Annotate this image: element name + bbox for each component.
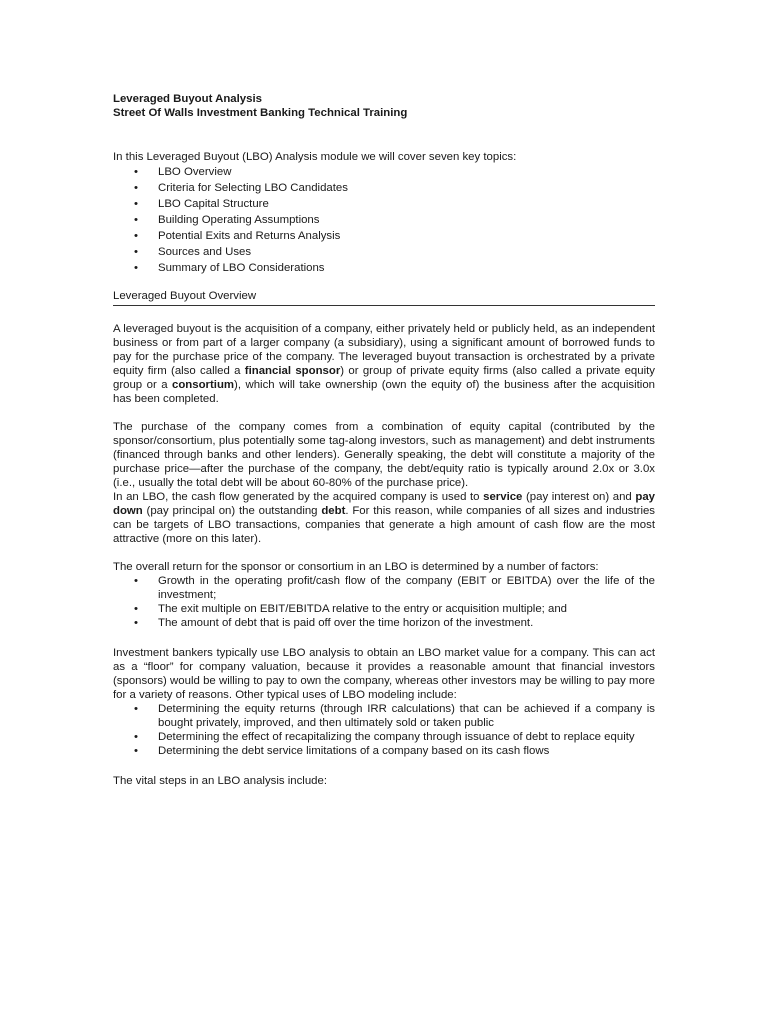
factor-item <box>113 602 655 616</box>
paragraph-text: (pay principal on) the outstanding <box>142 505 322 517</box>
paragraph-text: ) or group of private equity firms (also called a private equity group or a <box>113 365 655 391</box>
valuation-paragraph: Investment bankers typically use LBO analysis to obtain an LBO market value for a company. This can act as a “floor” for company valuation, because it provides a reasonable amount that financial investors (sponsors) would be willing to pay to own the company, whereas other investors may be willing to pay more for a variety of reasons. Other typical uses of LBO modeling include: <box>113 647 655 701</box>
paragraph-text: A leveraged buyout is the acquisition of a company, either privately held or publicly held, as an independent business or from part of a larger company (a subsidiary), using a significant amount of borrowed funds to pay for the purchase price of the company. The leveraged buyout transaction is orchestrated by a private equity firm (also called a <box>113 323 655 377</box>
topic-label: Potential Exits and Returns Analysis <box>158 230 341 242</box>
factor-text: Growth in the operating profit/cash flow of the company (EBIT or EBITDA) over the life of the investment; <box>158 575 655 601</box>
bullet-icon: • <box>134 214 138 226</box>
use-item <box>113 730 655 744</box>
topic-label: Sources and Uses <box>158 246 252 258</box>
use-text: Determining the debt service limitations of a company based on its cash flows <box>158 745 550 757</box>
bullet-icon: • <box>134 198 138 210</box>
uses-list <box>113 702 655 758</box>
bullet-icon: • <box>134 575 138 587</box>
overview-paragraph <box>113 322 655 406</box>
topic-item <box>113 196 655 212</box>
section-heading: Leveraged Buyout Overview <box>113 289 655 306</box>
bold-term-pay-down: pay down <box>113 491 656 517</box>
topic-item <box>113 260 655 276</box>
factor-item <box>113 616 655 630</box>
bullet-icon: • <box>134 166 138 178</box>
paragraph-text: (pay interest on) and <box>522 491 636 503</box>
bullet-icon: • <box>134 731 138 743</box>
topic-item <box>113 164 655 180</box>
bold-term-service: service <box>483 491 523 503</box>
bullet-icon: • <box>134 246 138 258</box>
bullet-icon: • <box>134 230 138 242</box>
bullet-icon: • <box>134 262 138 274</box>
topic-label: Building Operating Assumptions <box>158 214 320 226</box>
topic-item <box>113 212 655 228</box>
purchase-paragraph: The purchase of the company comes from a combination of equity capital (contributed by the sponsor/consortium, plus potentially some tag-along investors, such as management) and debt instruments (financed through banks and other lenders). Generally speaking, the debt will constitute a majority of the purchase price—after the purchase of the company, the debt/equity ratio is typically around 2.0x or 3.0x (i.e., usually the total debt will be about 60-80% of the purchase price). <box>113 421 655 489</box>
bullet-icon: • <box>134 182 138 194</box>
paragraph-text: . For this reason, while companies of all sizes and industries can be targets of LBO transactions, companies that generate a high amount of cash flow are the most attractive (more on this later). <box>113 505 656 545</box>
factor-text: The exit multiple on EBIT/EBITDA relative to the entry or acquisition multiple; and <box>158 603 567 615</box>
topic-label: Summary of LBO Considerations <box>158 262 325 274</box>
topic-item <box>113 180 655 196</box>
bold-term-debt: debt <box>321 505 346 517</box>
use-item <box>113 744 655 758</box>
topics-list <box>113 164 655 276</box>
bold-term-consortium: consortium <box>172 379 235 391</box>
use-text: Determining the equity returns (through IRR calculations) that can be achieved if a company is bought privately, improved, and then ultimately sold or taken public <box>158 703 655 729</box>
factor-text: The amount of debt that is paid off over the time horizon of the investment. <box>158 617 534 629</box>
factor-item <box>113 574 655 602</box>
topic-item <box>113 244 655 260</box>
bullet-icon: • <box>134 745 138 757</box>
returns-paragraph: The overall return for the sponsor or consortium in an LBO is determined by a number of factors: <box>113 561 599 573</box>
paragraph-text: ), which will take ownership (own the equity of) the business after the acquisition has been completed. <box>113 379 655 405</box>
bullet-icon: • <box>134 703 138 715</box>
document-title: Leveraged Buyout Analysis <box>113 93 262 105</box>
topic-item <box>113 228 655 244</box>
use-item <box>113 702 655 730</box>
cash-flow-paragraph <box>113 490 655 546</box>
intro-paragraph: In this Leveraged Buyout (LBO) Analysis module we will cover seven key topics: <box>113 151 517 163</box>
paragraph-text: In an LBO, the cash flow generated by the acquired company is used to <box>113 491 484 503</box>
topic-label: Criteria for Selecting LBO Candidates <box>158 182 348 194</box>
use-text: Determining the effect of recapitalizing the company through issuance of debt to replace equity <box>158 731 635 743</box>
document-body <box>113 92 655 788</box>
vital-steps-paragraph: The vital steps in an LBO analysis include: <box>113 775 328 787</box>
document-subtitle: Street Of Walls Investment Banking Technical Training <box>113 107 408 119</box>
factors-list <box>113 574 655 630</box>
bullet-icon: • <box>134 603 138 615</box>
bold-term-financial-sponsor: financial sponsor <box>244 365 341 377</box>
topic-label: LBO Overview <box>158 166 232 178</box>
bullet-icon: • <box>134 617 138 629</box>
topic-label: LBO Capital Structure <box>158 198 269 210</box>
